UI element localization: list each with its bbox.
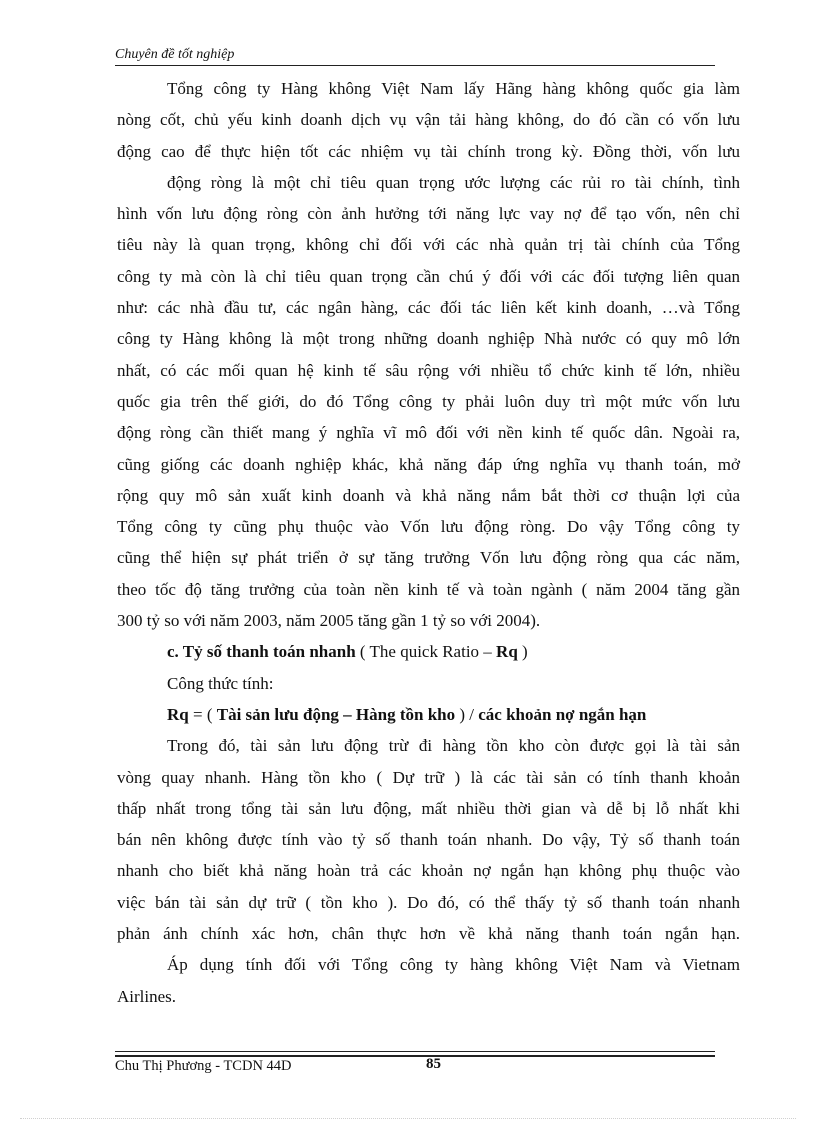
footer-author: Chu Thị Phương - TCDN 44D	[115, 1058, 292, 1074]
text-line: nhất, có các mối quan hệ kinh tế sâu rộng với nhiều tổ chức kinh tế lớn, nhiều	[117, 360, 740, 380]
text-line: bán nên không được tính vào tỷ số thanh toán nhanh. Do vậy, Tỷ số thanh toán	[117, 830, 740, 850]
section-heading-title: c. Tỷ số thanh toán nhanh	[167, 642, 356, 662]
formula-divide: ) /	[455, 704, 479, 724]
page-number: 85	[426, 1056, 441, 1072]
page-edge-divider	[20, 1118, 796, 1119]
text-line: 300 tỷ so với năm 2003, năm 2005 tăng gần 1 tỷ so với 2004).	[117, 611, 541, 631]
text-line: Airlines.	[117, 986, 177, 1006]
formula-intro: Công thức tính:	[167, 673, 274, 693]
formula-denominator: các khoản nợ ngắn hạn	[478, 704, 647, 724]
formula	[117, 699, 740, 730]
text-line: công ty mà còn là chỉ tiêu quan trọng cần chú ý đối với các đối tượng liên quan	[117, 266, 740, 286]
text-line: Trong đó, tài sản lưu động trừ đi hàng tồn kho còn được gọi là tài sản	[167, 736, 740, 756]
formula-numerator: Tài sản lưu động – Hàng tồn kho	[216, 704, 456, 724]
footer-rule-bottom	[115, 1055, 715, 1057]
text-line: công ty Hàng không là một trong những doanh nghiệp Nhà nước có quy mô lớn	[117, 329, 740, 349]
header-rule	[115, 65, 715, 66]
text-line: nhanh cho biết khả năng hoàn trả các khoản nợ ngắn hạn không phụ thuộc vào	[117, 861, 740, 881]
text-line: phản ánh chính xác hơn, chân thực hơn về khả năng thanh toán ngắn hạn.	[117, 924, 740, 944]
text-line: động ròng là một chỉ tiêu quan trọng ước lượng các rủi ro tài chính, tình	[167, 172, 740, 192]
text-line: Áp dụng tính đối với Tổng công ty hàng không Việt Nam và Vietnam	[167, 955, 740, 975]
text-line: vòng quay nhanh. Hàng tồn kho ( Dự trữ ) là các tài sản có tính thanh khoản	[117, 767, 740, 787]
section-heading-paren-close: )	[517, 642, 528, 662]
formula-equals: = (	[188, 704, 217, 724]
text-line: động cao để thực hiện tốt các nhiệm vụ tài chính trong kỳ. Đồng thời, vốn lưu	[117, 141, 740, 161]
text-line: quốc gia trên thế giới, do đó Tổng công ty phải luôn duy trì một mức vốn lưu	[117, 391, 740, 411]
section-heading-paren-open: ( The quick Ratio –	[355, 642, 497, 662]
text-line: việc bán tài sản dự trữ ( tồn kho ). Do đó, có thể thấy tỷ số thanh toán nhanh	[117, 892, 740, 912]
page-body	[117, 73, 740, 1012]
text-line: Tổng công ty cũng phụ thuộc vào Vốn lưu động ròng. Do vậy Tổng công ty	[117, 517, 740, 537]
text-line: rộng quy mô sản xuất kinh doanh và khả năng nắm bắt thời cơ thuận lợi của	[117, 485, 740, 505]
text-line: cũng giống các doanh nghiệp khác, khả năng đáp ứng nghĩa vụ thanh toán, mở	[117, 454, 740, 474]
text-line: cũng thể hiện sự phát triển ở sự tăng trưởng Vốn lưu động ròng qua các năm,	[117, 548, 740, 568]
footer-rule-top	[115, 1051, 715, 1052]
text-line: như: các nhà đầu tư, các ngân hàng, các đối tác liên kết kinh doanh, …và Tổng	[117, 298, 740, 318]
section-heading	[117, 636, 740, 667]
text-line: tiêu này là quan trọng, không chỉ đối với các nhà quản trị tài chính của Tổng	[117, 235, 740, 255]
text-line: Tổng công ty Hàng không Việt Nam lấy Hãng hàng không quốc gia làm	[167, 79, 740, 98]
text-line: thấp nhất trong tổng tài sản lưu động, mất nhiều thời gian và dễ bị lỗ nhất khi	[117, 798, 740, 818]
running-header: Chuyên đề tốt nghiệp	[115, 47, 235, 62]
text-line: hình vốn lưu động ròng còn ảnh hưởng tới năng lực vay nợ để tạo vốn, nên chỉ	[117, 204, 740, 224]
text-line: nòng cốt, chủ yếu kinh doanh dịch vụ vận tải hàng không, do đó cần có vốn lưu	[117, 110, 740, 130]
formula-symbol: Rq	[167, 704, 189, 724]
text-line: động ròng cần thiết mang ý nghĩa vĩ mô đối với nền kinh tế quốc dân. Ngoài ra,	[117, 423, 740, 443]
section-heading-abbrev: Rq	[496, 642, 518, 662]
text-line: theo tốc độ tăng trưởng của toàn nền kinh tế và toàn ngành ( năm 2004 tăng gần	[117, 579, 740, 599]
